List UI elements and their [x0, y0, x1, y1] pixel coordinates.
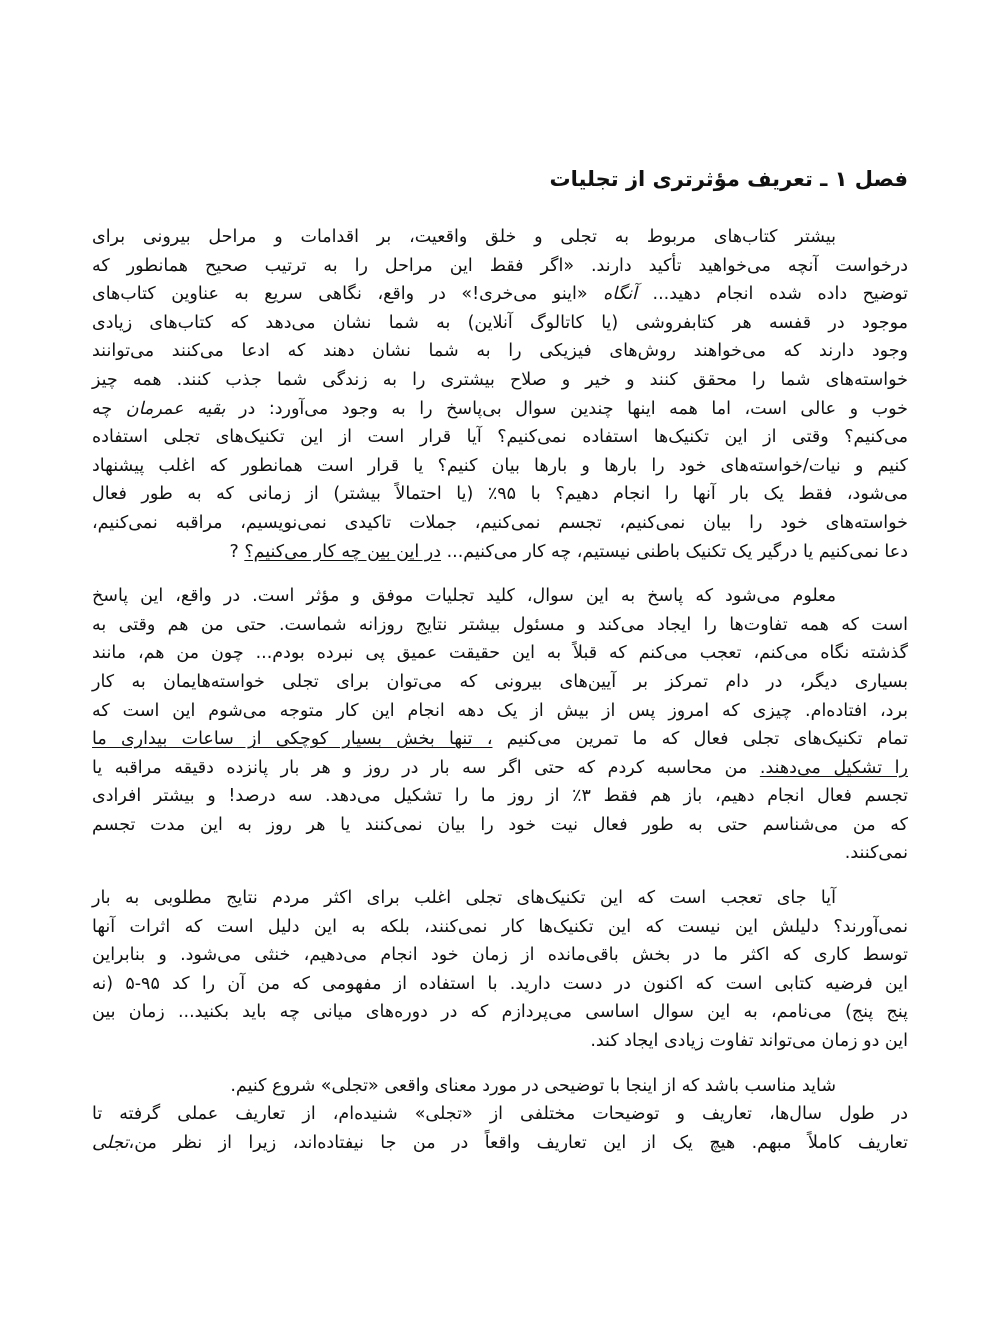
text-line: این فرضیه کتابی است که اکنون در دست دارید. با استفاده از مفهومی که من آن را کد ۹۵-۵ (نه — [92, 973, 908, 994]
text-line: این دو زمان می‌تواند تفاوت زیادی ایجاد کند. — [590, 1031, 908, 1052]
chapter-title: فصل ۱ ـ تعریف مؤثرتری از تجلیات — [549, 167, 908, 191]
text-line: است که همه تفاوت‌ها را ایجاد می‌کند و مسئول بیشتر نتایج روزانه شماست. حتی من هم وقتی به — [92, 614, 908, 635]
italic-phrase: آنگاه — [603, 284, 637, 305]
text-line: برد، افتاده‌ام. چیزی که امروز پس از بیش از یک دهه انجام این کار متوجه می‌شوم این است که — [92, 700, 908, 721]
text-line: تجسم فعال انجام دهیم، باز هم فقط ۳٪ از روز ما را تشکیل می‌دهد. سه درصد! و بیشتر افرادی — [92, 786, 909, 807]
text-line: آیا جای تعجب است که این تکنیک‌های تجلی اغلب برای اکثر مردم نتایج مطلوبی به بار — [92, 888, 836, 909]
text-line: در طول سال‌ها، تعاریف و توضیحات مختلفی از «تجلی» شنیده‌ام، از تعاریف عملی گرفته تا — [92, 1104, 908, 1125]
text-run: تعاریف کاملاً مبهم. هیچ یک از این تعاریف واقعاً در من جا نیفتاده‌اند، زیرا از نظر من، — [128, 1132, 908, 1153]
text-run: دعا نمی‌کنیم یا درگیر یک تکنیک باطنی نیستیم، چه کار می‌کنیم... — [441, 541, 908, 562]
text-run: من محاسبه کردم که حتی اگر سه بار در روز و هر بار پانزده دقیقه مراقبه یا — [92, 757, 760, 778]
italic-phrase: تجلی — [92, 1132, 129, 1153]
text-line: کنیم و نیات/خواسته‌های خود را بارها و بارها بیان کنیم؟ یا قرار است همانطور که اغلب پیشنهاد — [92, 455, 908, 476]
italic-phrase: بقیه عمرمان — [125, 398, 226, 419]
text-line: که من می‌شناسم حتی به طور فعال نیت خود را بیان نمی‌کنند یا هر روز به این مدت تجسم — [92, 814, 908, 835]
underlined-phrase: در این بین چه کار می‌کنیم؟ — [244, 541, 441, 562]
text-line: توسط کاری که اکثر ما در بخش باقی‌مانده از زمان خود انجام می‌دهیم، خنثی می‌شود. و بنابراین — [92, 945, 908, 966]
text-run: توضیح داده شده انجام دهید... — [636, 284, 908, 305]
text-line: وجود دارند که می‌خواهند روش‌های فیزیکی را به شما نشان دهند که ادعا می‌کنند می‌توانند — [92, 341, 908, 362]
text-run: خوب و عالی است، اما همه اینها چندین سوال بی‌پاسخ را به وجود می‌آورد: در — [225, 398, 909, 419]
text-line — [92, 1129, 908, 1158]
text-line: شاید مناسب باشد که از اینجا با توضیحی در مورد معنای واقعی «تجلی» شروع کنیم. — [230, 1075, 836, 1096]
text-line: گذشته نگاه می‌کنم، تعجب می‌کنم که قبلاً به این حقیقت عمیق پی نبرده بودم... چون من هم، مانند — [92, 643, 908, 664]
text-line: پنج پنج) می‌نامم، به این سوال اساسی می‌پردازم که در دوره‌های میانی چه باید بکنید... زمان بین — [92, 1002, 908, 1023]
text-run: چه — [92, 398, 126, 419]
paragraph-4 — [92, 1072, 908, 1158]
text-line: می‌کنیم؟ وقتی از این تکنیک‌ها استفاده نمی‌کنیم؟ آیا قرار است از این تکنیک‌های تجلی استفاده — [92, 427, 908, 448]
text-run: تمام تکنیک‌های تجلی فعال که ما تمرین می‌کنیم — [492, 729, 908, 750]
text-run: «اینو می‌خری!» در واقع، نگاهی سریع به عناوین کتاب‌های — [92, 284, 604, 305]
text-line: درخواست آنچه می‌خواهید تأکید دارند. «اگر فقط این مراحل را به ترتیب صحیح همانطور که — [92, 255, 908, 276]
text-line — [92, 395, 908, 424]
text-run: ? — [229, 541, 245, 562]
text-line: می‌شود، فقط یک بار آنها را انجام دهیم؟ با ۹۵٪ (یا احتمالاً بیشتر) از زمانی که به طور فعال — [92, 484, 908, 505]
paragraph-2 — [92, 582, 908, 868]
text-line: خواسته‌های خود را بیان نمی‌کنیم، تجسم نمی‌کنیم، جملات تاکیدی نمی‌نویسیم، مراقبه نمی‌کنیم، — [92, 512, 908, 533]
text-line — [92, 754, 908, 783]
paragraph-3 — [92, 884, 908, 1056]
text-line: خواسته‌های شما را محقق کنند و خیر و صلاح بیشتری را به زندگی شما جذب کنند. همه چیز — [92, 369, 908, 390]
text-line: معلوم می‌شود که پاسخ به این سوال، کلید تجلیات موفق و مؤثر است. در واقع، این پاسخ — [92, 586, 836, 607]
text-line: نمی‌کنند. — [844, 843, 908, 864]
text-line — [92, 725, 908, 754]
text-line — [92, 538, 908, 567]
underlined-phrase: را تشکیل می‌دهند. — [759, 757, 908, 778]
paragraph-1 — [92, 223, 908, 566]
underlined-phrase: ، تنها بخش بسیار کوچکی از ساعات بیداری ما — [92, 729, 493, 750]
text-line: موجود در قفسه هر کتابفروشی (یا کاتالوگ آنلاین) به شما نشان می‌دهد که کتاب‌های زیادی — [92, 312, 908, 333]
text-line: نمی‌آورند؟ دلیلش این نیست که این تکنیک‌ها کار نمی‌کنند، بلکه به این دلیل است که اثرات آنها — [92, 916, 908, 937]
text-line: بسیاری دیگر، در دام تمرکز بر آیین‌های بیرونی که می‌توان برای تجلی خواسته‌هایمان به کار — [92, 671, 908, 692]
document-page — [92, 163, 908, 1173]
text-line: بیشتر کتاب‌های مربوط به تجلی و خلق واقعیت، بر اقدامات و مراحل بیرونی برای — [92, 227, 836, 247]
text-line — [92, 280, 908, 309]
